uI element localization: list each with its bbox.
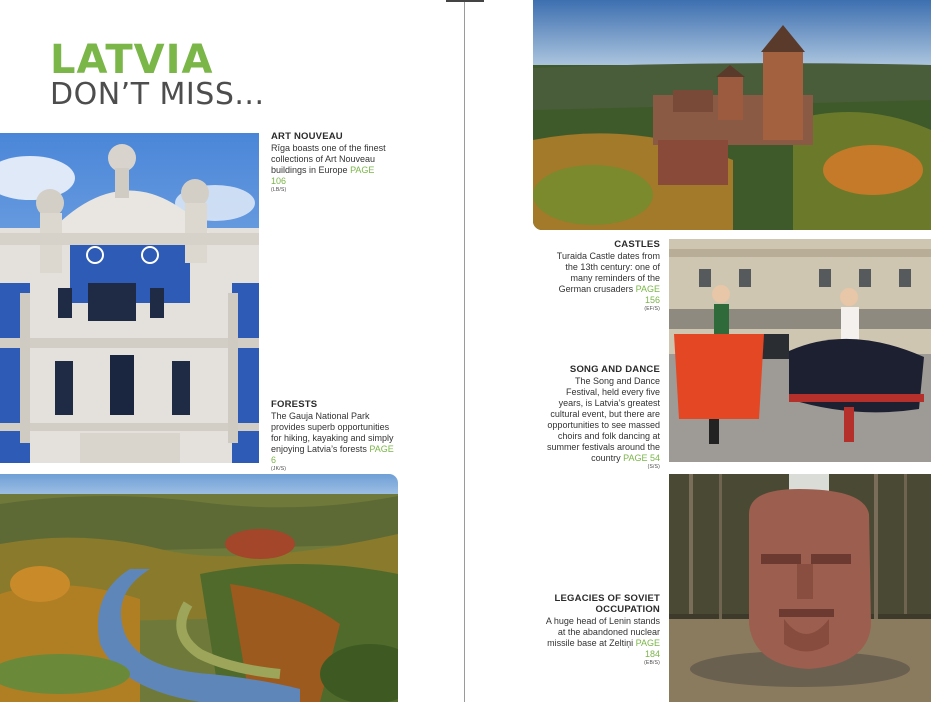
page-reference-link[interactable]: PAGE 156 xyxy=(635,284,660,305)
page-reference-link[interactable]: PAGE 106 xyxy=(271,165,375,186)
page-spine xyxy=(464,0,465,702)
caption-song-and-dance xyxy=(543,364,660,470)
caption-art-nouveau xyxy=(271,131,391,193)
turaida-castle-photo xyxy=(533,0,931,230)
photo-credit: (EB/S) xyxy=(644,660,660,666)
crop-mark xyxy=(446,0,484,2)
photo-credit: (LB/S) xyxy=(271,187,287,193)
folk-dancers-photo xyxy=(669,239,931,462)
page-subtitle-dont-miss: DON’T MISS... xyxy=(50,77,265,112)
caption-text: Rīga boasts one of the finest collections of Art Nouveau buildings in Europe xyxy=(271,143,386,175)
caption-heading: CASTLES xyxy=(614,239,660,250)
caption-text: The Gauja National Park provides superb opportunities for hiking, kayaking and simply enjoying Latvia’s forests xyxy=(271,411,394,454)
caption-heading: LEGACIES OF SOVIET OCCUPATION xyxy=(554,593,660,615)
gauja-river-forest-photo xyxy=(0,474,398,702)
lenin-head-statue-photo xyxy=(669,474,931,702)
page-reference-link[interactable]: PAGE 184 xyxy=(635,638,660,659)
art-nouveau-building-photo xyxy=(0,133,259,463)
page-title-latvia: LATVIA xyxy=(50,37,214,83)
caption-forests xyxy=(271,399,401,472)
page-reference-link[interactable]: PAGE 54 xyxy=(623,453,660,463)
caption-soviet-occupation xyxy=(541,593,660,666)
caption-heading: SONG AND DANCE xyxy=(569,364,660,375)
caption-text: A huge head of Lenin stands at the abandoned nuclear missile base at Zeltiņi xyxy=(545,616,660,648)
photo-credit: (S/S) xyxy=(647,464,660,470)
photo-credit: (JK/S) xyxy=(271,466,287,472)
caption-heading: FORESTS xyxy=(271,399,318,410)
caption-castles xyxy=(543,239,660,312)
page-reference-link[interactable]: PAGE 6 xyxy=(271,444,394,465)
photo-credit: (EF/S) xyxy=(644,306,660,312)
caption-text: The Song and Dance Festival, held every five years, is Latvia’s greatest cultural event, but there are opportunities to see massed choirs and folk dancing at summer festivals around the country xyxy=(546,376,660,463)
caption-text: Turaida Castle dates from the 13th century: one of many reminders of the German crusaders xyxy=(556,251,660,294)
caption-heading: ART NOUVEAU xyxy=(271,131,343,142)
